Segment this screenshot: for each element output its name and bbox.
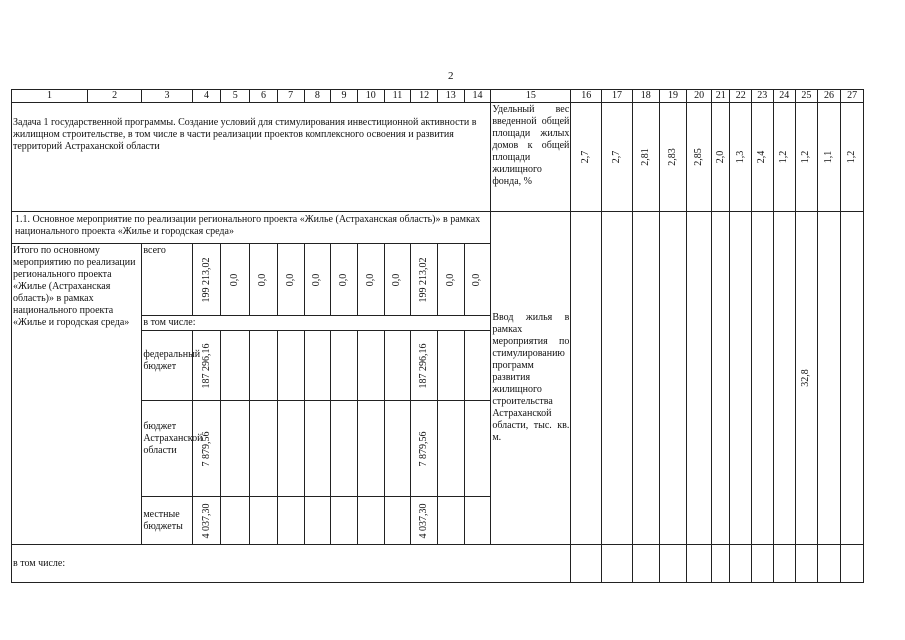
amount: 0,0 bbox=[471, 273, 483, 286]
amount: 7 879,56 bbox=[418, 431, 430, 466]
measure-row bbox=[12, 212, 864, 244]
col-header: 22 bbox=[730, 90, 752, 103]
measure-description: 1.1. Основное мероприятие по реализации регионального проекта «Жилье (Астраханская область)» в рамках национального проекта «Жилье и городская среда» bbox=[12, 212, 491, 244]
task-value-cell bbox=[711, 103, 729, 212]
col-header: 2 bbox=[87, 90, 141, 103]
total-indicator: Ввод жилья в рамках мероприятия по стимулированию программ развития жилищного строительства Астраханской области, тыс. кв. м. bbox=[491, 212, 571, 545]
col-header: 8 bbox=[304, 90, 331, 103]
col-header: 12 bbox=[411, 90, 438, 103]
task-value: 1,3 bbox=[734, 150, 746, 164]
header-row bbox=[12, 90, 864, 103]
amount: 187 296,16 bbox=[418, 343, 430, 388]
footer-row bbox=[12, 545, 864, 583]
task-value-cell bbox=[632, 103, 659, 212]
task-indicator: Удельный вес введенной общей площади жилых домов к общей площади жилищного фонда, % bbox=[491, 103, 571, 212]
col-header: 6 bbox=[250, 90, 278, 103]
amount: 0,0 bbox=[444, 273, 456, 286]
col-header: 10 bbox=[357, 90, 384, 103]
task-description: Задача 1 государственной программы. Создание условий для стимулирования инвестиционной активности в жилищном строительстве, в том числе в части реализации проектов комплексного освоения и развития территорий Астраханской области bbox=[12, 103, 491, 212]
amount: 4 037,30 bbox=[200, 503, 212, 538]
task-value: 2,7 bbox=[580, 150, 592, 164]
task-value: 2,7 bbox=[611, 150, 623, 164]
source-label: бюджет Астраханской области bbox=[142, 401, 192, 497]
col-header: 13 bbox=[437, 90, 464, 103]
task-value-cell bbox=[751, 103, 773, 212]
amount: 0,0 bbox=[311, 273, 323, 286]
task-row bbox=[12, 103, 864, 212]
col-header: 4 bbox=[192, 90, 221, 103]
col-header: 14 bbox=[464, 90, 491, 103]
col-header: 5 bbox=[221, 90, 250, 103]
col-header: 24 bbox=[773, 90, 796, 103]
col-header: 9 bbox=[331, 90, 358, 103]
col-header: 20 bbox=[687, 90, 712, 103]
amount: 199 213,02 bbox=[418, 257, 430, 302]
source-label: федеральный бюджет bbox=[142, 331, 192, 401]
amount: 0,0 bbox=[229, 273, 241, 286]
task-value: 1,1 bbox=[822, 150, 834, 164]
col-header: 19 bbox=[659, 90, 687, 103]
amount: 0,0 bbox=[391, 273, 403, 286]
in-that-number-label: в том числе: bbox=[142, 316, 491, 331]
col-header: 16 bbox=[571, 90, 602, 103]
amount: 0,0 bbox=[364, 273, 376, 286]
source-label: местные бюджеты bbox=[142, 497, 192, 545]
col-header: 23 bbox=[751, 90, 773, 103]
task-value: 2,85 bbox=[693, 148, 705, 166]
total-indicator-value-cell bbox=[796, 212, 818, 545]
amount: 4 037,30 bbox=[418, 503, 430, 538]
task-value-cell bbox=[817, 103, 841, 212]
col-header: 15 bbox=[491, 90, 571, 103]
col-header: 17 bbox=[602, 90, 633, 103]
col-header: 1 bbox=[12, 90, 88, 103]
task-value: 2,83 bbox=[666, 148, 678, 166]
task-value: 1,2 bbox=[778, 150, 790, 164]
amount: 187 296,16 bbox=[200, 343, 212, 388]
col-header: 25 bbox=[796, 90, 818, 103]
col-header: 7 bbox=[277, 90, 304, 103]
task-value-cell bbox=[659, 103, 687, 212]
task-value-cell bbox=[841, 103, 864, 212]
total-label: Итого по основному мероприятию по реализации регионального проекта «Жилье (Астраханская область)» в рамках национального проекта «Жилье и городская среда» bbox=[12, 244, 142, 545]
task-value-cell bbox=[730, 103, 752, 212]
col-header: 26 bbox=[817, 90, 841, 103]
task-value-cell bbox=[773, 103, 796, 212]
col-header: 3 bbox=[142, 90, 192, 103]
footer-label: в том числе: bbox=[12, 545, 571, 583]
total-indicator-value: 32,8 bbox=[800, 369, 812, 387]
task-value-cell bbox=[571, 103, 602, 212]
page-number: 2 bbox=[448, 70, 454, 82]
source-label: всего bbox=[142, 244, 192, 316]
task-value-cell bbox=[687, 103, 712, 212]
task-value: 2,4 bbox=[756, 150, 768, 164]
amount: 7 879,56 bbox=[200, 431, 212, 466]
task-value: 2,0 bbox=[714, 150, 726, 164]
amount: 0,0 bbox=[284, 273, 296, 286]
program-table bbox=[11, 89, 864, 583]
amount: 199 213,02 bbox=[200, 257, 212, 302]
amount: 0,0 bbox=[257, 273, 269, 286]
col-header: 21 bbox=[711, 90, 729, 103]
col-header: 27 bbox=[841, 90, 864, 103]
task-value: 1,2 bbox=[846, 150, 858, 164]
amount: 0,0 bbox=[338, 273, 350, 286]
task-value: 1,2 bbox=[800, 150, 812, 164]
col-header: 11 bbox=[384, 90, 411, 103]
task-value-cell bbox=[602, 103, 633, 212]
col-header: 18 bbox=[632, 90, 659, 103]
task-value-cell bbox=[796, 103, 818, 212]
task-value: 2,81 bbox=[639, 148, 651, 166]
